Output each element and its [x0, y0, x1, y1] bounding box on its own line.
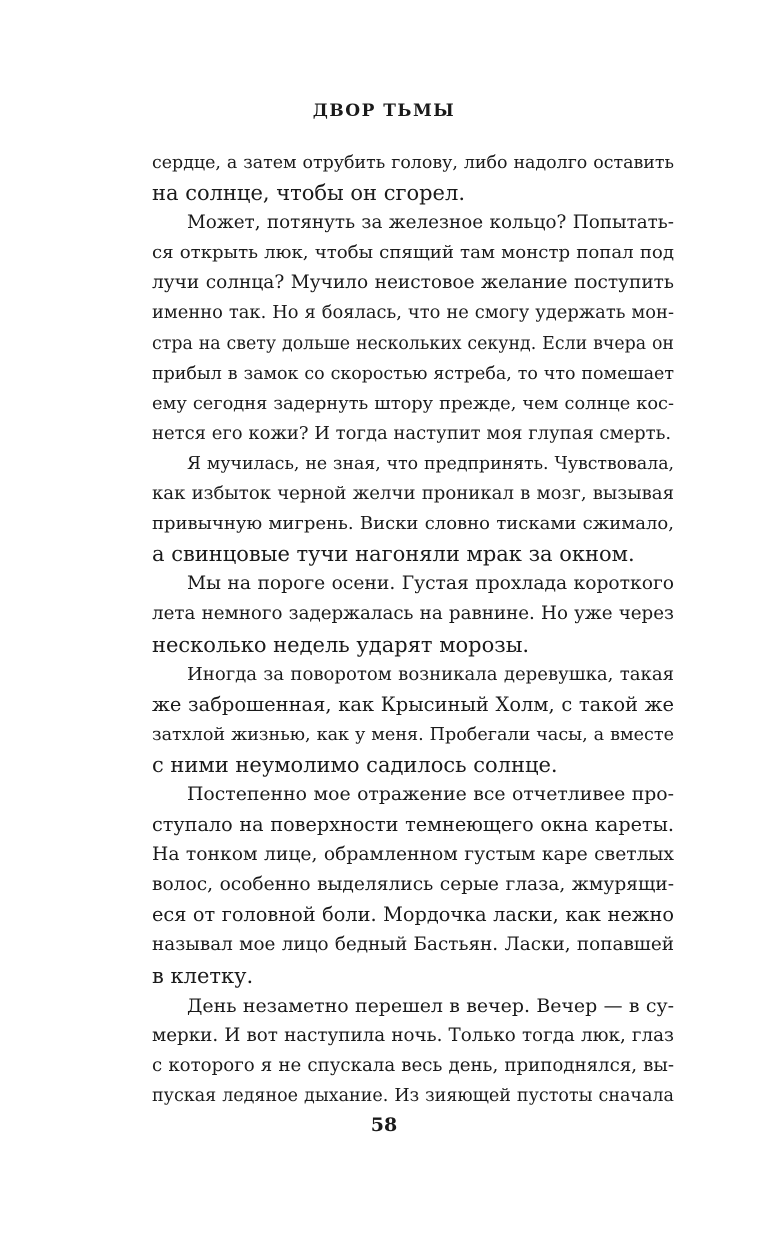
text-line: ему сегодня задернуть штору прежде, чем солнце кос-: [152, 393, 674, 414]
text-line: сердце, а затем отрубить голову, либо надолго оставить: [152, 153, 674, 173]
running-title: ДВОР ТЬМЫ: [312, 101, 456, 121]
text-line: а свинцовые тучи нагоняли мрак за окном.: [152, 542, 635, 567]
text-line: стра на свету дольше нескольких секунд. Если вчера он: [152, 333, 674, 354]
text-line: волос, особенно выделялись серые глаза, жмурящи-: [152, 874, 674, 896]
text-line: затхлой жизнью, как у меня. Пробегали часы, а вместе: [152, 724, 674, 745]
text-line: как избыток черной желчи проникал в мозг, вызывая: [152, 483, 674, 505]
text-line: Постепенно мое отражение все отчетливее про-: [187, 783, 674, 805]
text-line: еся от головной боли. Мордочка ласки, как нежно: [152, 903, 674, 927]
text-line: именно так. Но я боялась, что не смогу удержать мон-: [152, 302, 674, 324]
text-line: лучи солнца? Мучило неистовое желание поступить: [152, 272, 674, 294]
text-line: называл мое лицо бедный Бастьян. Ласки, попавшей: [152, 934, 674, 956]
text-line: с ними неумолимо садилось солнце.: [152, 752, 558, 777]
text-line: ся открыть люк, чтобы спящий там монстр попал под: [152, 242, 674, 264]
text-line: на солнце, чтобы он сгорел.: [152, 181, 466, 206]
text-line: нется его кожи? И тогда наступит моя глупая смерть.: [152, 422, 672, 444]
text-line: с которого я не спускала весь день, приподнялся, вы-: [152, 1054, 674, 1076]
text-line: привычную мигрень. Виски словно тисками сжимало,: [152, 513, 674, 535]
body-text: [152, 148, 674, 1111]
text-line: Иногда за поворотом возникала деревушка, такая: [187, 663, 674, 685]
text-line: в клетку.: [152, 963, 254, 988]
page-number: 58: [370, 1114, 398, 1136]
text-line: пуская ледяное дыхание. Из зияющей пустоты сначала: [152, 1085, 674, 1106]
text-line: Мы на пороге осени. Густая прохлада короткого: [187, 573, 674, 595]
text-line: На тонком лице, обрамленном густым каре светлых: [152, 844, 674, 866]
text-line: несколько недель ударят морозы.: [152, 632, 530, 657]
text-line: прибыл в замок со скоростью ястреба, то что помешает: [152, 363, 674, 384]
text-line: Я мучилась, не зная, что предпринять. Чувствовала,: [187, 453, 674, 474]
text-line: ступало на поверхности темнеющего окна кареты.: [152, 813, 674, 837]
text-line: Может, потянуть за железное кольцо? Попытать-: [187, 212, 674, 234]
text-line: День незаметно перешел в вечер. Вечер — в су-: [187, 994, 674, 1017]
text-line: же заброшенная, как Крысиный Холм, с такой же: [152, 692, 674, 716]
text-line: мерки. И вот наступила ночь. Только тогда люк, глаз: [152, 1024, 674, 1046]
text-line: лета немного задержалась на равнине. Но уже через: [152, 603, 674, 625]
